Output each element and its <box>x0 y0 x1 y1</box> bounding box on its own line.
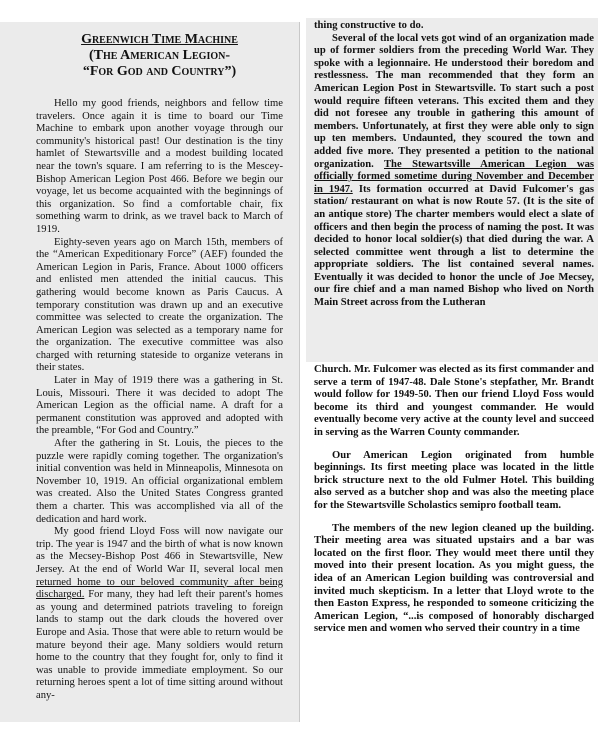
paragraph-post-formation-underlined: The Stewartsville American Legion was officially formed sometime during November and December in 1947. <box>314 158 594 195</box>
paragraph-1947-underlined: returned home to our beloved community after being discharged. <box>36 576 283 601</box>
right-column-bottom <box>306 362 598 726</box>
title-line-2: (The American Legion- <box>88 48 230 63</box>
paragraph-1947-start: My good friend Lloyd Foss will now navigate our trip. The year is 1947 and the birth of what is now known as the Mecsey-Bishop Post 466 in Stewartsville, New Jersey. At the end of World War II, several local men <box>36 526 283 575</box>
paragraph-intro: Hello my good friends, neighbors and fellow time travelers. Once again it is time to board our Time Machine to embark upon another voyage through our community's historical past! Our destination is the tiny hamlet of Stewartsville and a modest building located near the town's square. I am referring to is the Mescey-Bishop American Legion Post 466. Before we begin our voyage, let us become acquainted with the beginnings of this organization. So find a comfortable chair, fix something warm to drink, as we travel back to March of 1919. <box>36 98 283 235</box>
right-column-top <box>306 18 598 365</box>
paragraph-convention: After the gathering in St. Louis, the pieces to the puzzle were rapidly coming together. The organization's initial convention was held in Minneapolis, Minnesota on November 10, 1919. An official organizational emblem was created. Also the United States Congress granted them a charter. This was accomplished via all of the dedication and hard work. <box>36 438 283 525</box>
paragraph-st-louis: Later in May of 1919 there was a gathering in St. Louis, Missouri. There it was decided to adopt The American Legion as the official name. A draft for a permanent constitution was approved and adopted with the preamble, “For God and Country.” <box>36 375 283 437</box>
title-line-1: Greenwich Time Machine <box>81 32 238 47</box>
left-column <box>0 22 300 722</box>
article-title <box>36 32 283 80</box>
paragraph-continuation: thing constructive to do. <box>314 20 424 31</box>
paragraph-post-formation-start: Several of the local vets got wind of an organization made up of former soldiers from the preceding World War. They spoke with a legionnaire. He understood their boredom and restlessness. The man recommended that they form an American Legion Post in Stewartsville. To start such a post would require fifteen veterans. This excited them and they did not foresee any trouble in gathering this amount of members. Unfortunately, at first they were able only to sign up ten members. Undaunted, they scoured the town and added five more. They presented a petition to the national organization. <box>314 32 594 170</box>
paragraph-building: The members of the new legion cleaned up the building. Their meeting area was situated upstairs and a bar was located on the first floor. They would meet there until they moved into their present location. As you might guess, the idea of an American Legion building was controversial and invited much skepticism. In a letter that Lloyd wrote to the then Easton Express, he responded to someone criticizing the American Legion, “...is composed of honorably discharged service men and women who served their country in a time <box>314 522 594 635</box>
paragraph-commanders: Church. Mr. Fulcomer was elected as its first commander and serve a term of 1947-48. Dale Stone's stepfather, Mr. Brandt would follow for 1949-50. Then our friend Lloyd Foss would become its third and youngest commander. He would eventually become very active at the county level and succeed in serving as the Warren County commander. <box>314 364 594 438</box>
paragraph-1947 <box>36 526 283 702</box>
paragraph-1947-end: For many, they had left their parent's homes as young and determined patriots traveling to foreign lands to stamp out the dark clouds the hovered over Europe and Asia. Those that were able to return would be mature beyond their age. Many soldiers would return home to the country that they fought for, only to find it was unable to provide immediate employment. So our returning heroes spent a lot of time sitting around without any- <box>36 589 283 701</box>
paragraph-post-formation-end: Its formation occurred at David Fulcomer's gas station/ restaurant on what is now Route 57. (It is the site of an antique store) The charter members would elect a slate of officers and then begin the process of naming the post. It was decided to honor local soldier(s) that died during the war. A selected committee went through a list to determine the appropriate soldiers. The list contained several names. Eventually it was decided to honor the uncle of Joe Mecsey, our fire chief and a man named Bishop who lived on North Main Street across from the Lutheran <box>314 183 594 309</box>
paragraph-paris-caucus: Eighty-seven years ago on March 15th, members of the “American Expeditionary Force” (AEF) founded the American Legion in Paris, France. About 1000 officers and enlisted men attended the initial caucus. This gathering would become known as Paris Caucus. A temporary constitution was drawn up and an executive committee was selected to create the organization. The American Legion was selected as a temporary name for the organization. The executive committee was also charged with returning stateside to organize veterans in their states. <box>36 236 283 374</box>
paragraph-post-formation <box>314 33 594 310</box>
title-line-3: “For God and Country”) <box>82 64 237 79</box>
paragraph-meeting-place: Our American Legion originated from humble beginnings. Its first meeting place was located in the little brick structure next to the old Fulmer Hotel. This building also served as a butcher shop and was also the meeting place for the Stewartsville Scholastics semipro football team. <box>314 449 594 511</box>
